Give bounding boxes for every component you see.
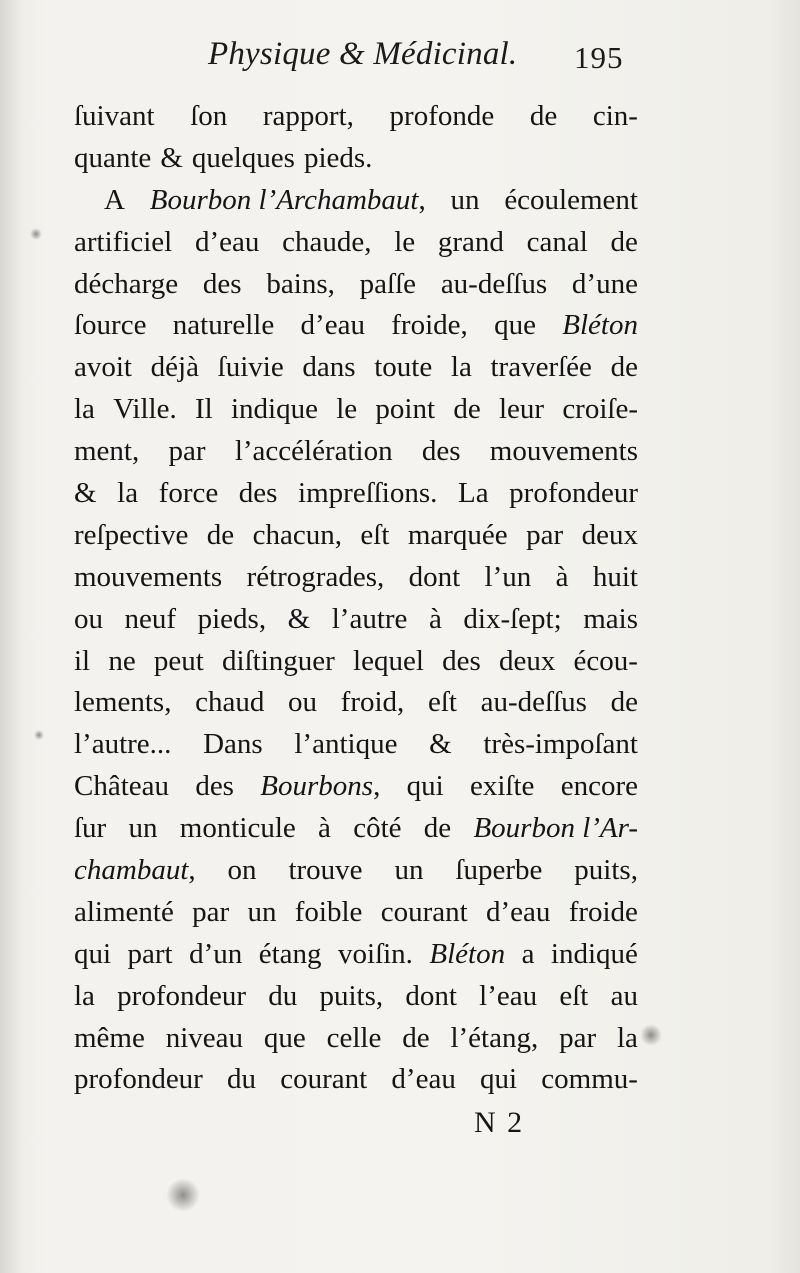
- word: l’autre: [331, 602, 408, 635]
- word: traverſée: [490, 351, 592, 384]
- word: &: [429, 728, 452, 761]
- word: toute: [374, 351, 433, 384]
- word: l’étang,: [450, 1021, 539, 1054]
- word: un: [128, 812, 158, 845]
- word: deux: [581, 518, 638, 551]
- word: qui: [74, 937, 112, 970]
- word: d’eau: [485, 895, 551, 928]
- word: d’une: [571, 267, 638, 300]
- word: leur: [498, 393, 545, 426]
- word: que: [263, 1021, 306, 1054]
- text-line: [74, 1018, 638, 1060]
- word: Ville.: [113, 393, 177, 426]
- word: puits,: [574, 854, 638, 887]
- word: froide,: [391, 309, 468, 342]
- word: chacun,: [252, 518, 342, 551]
- word: du: [268, 979, 298, 1012]
- word: peut: [153, 644, 204, 677]
- word: de: [610, 351, 638, 384]
- word: bains,: [266, 267, 335, 300]
- text-line: [74, 766, 638, 808]
- word: l’accélération: [234, 435, 393, 468]
- word: ou: [74, 602, 103, 635]
- word: l’eau: [479, 979, 538, 1012]
- word: ſon: [190, 100, 228, 132]
- text-line: [74, 389, 638, 431]
- word: de: [423, 812, 452, 845]
- word: part: [127, 937, 173, 970]
- word: pieds,: [197, 602, 267, 635]
- word: d’eau: [300, 309, 365, 342]
- word: voiſin.: [338, 937, 413, 970]
- word: même: [74, 1021, 145, 1054]
- word-group: [260, 766, 380, 808]
- word: La: [457, 477, 489, 510]
- word: la: [450, 351, 472, 384]
- ink-blot: [30, 228, 42, 240]
- word: on: [227, 854, 257, 887]
- word: A: [104, 183, 125, 216]
- word: profondeur: [509, 477, 638, 510]
- word: lements,: [74, 686, 172, 719]
- text-line: [74, 1059, 638, 1101]
- word: impreſſions.: [298, 477, 438, 510]
- word: &: [74, 477, 97, 510]
- text-line: [74, 682, 638, 724]
- text-line: [74, 808, 638, 850]
- text-line: [74, 934, 638, 976]
- word: rétrogrades,: [246, 560, 385, 593]
- word: mouvements: [74, 560, 223, 593]
- word: &: [287, 602, 311, 635]
- word: l’autre...: [74, 728, 172, 761]
- word: d’eau: [391, 1063, 456, 1096]
- word: chaude,: [282, 225, 372, 258]
- word: des: [195, 770, 234, 803]
- word: ne: [108, 644, 136, 677]
- word: cin-: [592, 100, 638, 132]
- signature-mark: N 2: [474, 1106, 525, 1139]
- text-line: [74, 96, 638, 138]
- word: niveau: [165, 1021, 244, 1054]
- word: la: [117, 477, 139, 510]
- text-line: [74, 599, 638, 641]
- word: croiſe-: [562, 393, 638, 426]
- word: profondeur: [117, 979, 247, 1012]
- text-line: [74, 724, 638, 766]
- word: des: [442, 644, 481, 677]
- text-line: [74, 305, 638, 347]
- word: par: [168, 435, 206, 468]
- word: un: [247, 895, 277, 928]
- word: courant: [280, 1063, 368, 1096]
- ink-blot: [640, 1024, 662, 1046]
- word: d’eau: [194, 225, 260, 258]
- word: ſuperbe: [455, 854, 543, 887]
- word: un: [450, 183, 480, 216]
- word: chambaut: [74, 854, 189, 887]
- word: profonde: [389, 100, 495, 132]
- word: l’antique: [294, 728, 398, 761]
- word: Bourbon l’Ar-: [473, 812, 638, 845]
- word: trouve: [288, 854, 363, 887]
- word: indiqué: [550, 937, 638, 970]
- word: des: [238, 477, 278, 510]
- word: point: [375, 393, 436, 426]
- word: commu-: [541, 1063, 638, 1096]
- word: chaud: [195, 686, 265, 719]
- word: rapport,: [262, 100, 354, 132]
- word: ,: [373, 770, 381, 803]
- word: du: [227, 1063, 257, 1096]
- word: au-deſſus: [480, 686, 587, 719]
- word: qui: [406, 770, 444, 803]
- word: monticule: [179, 812, 296, 845]
- word: quelques: [191, 141, 295, 174]
- text-line: [74, 641, 638, 683]
- word: ment,: [74, 435, 140, 468]
- text-line: [74, 138, 638, 180]
- word: de: [453, 393, 481, 426]
- text-line: [74, 515, 638, 557]
- running-head: [0, 36, 800, 84]
- word: eſt: [360, 518, 390, 551]
- text-line: [74, 431, 638, 473]
- word: à: [318, 812, 331, 845]
- word: froide: [568, 895, 638, 928]
- text-line: [74, 264, 638, 306]
- word: &: [160, 141, 183, 174]
- body-text: [74, 96, 638, 1101]
- word: mais: [583, 602, 638, 635]
- word: que: [494, 309, 536, 342]
- word: de: [610, 225, 638, 258]
- word: naturelle: [172, 309, 275, 342]
- word: marquée: [407, 518, 508, 551]
- ink-blot: [34, 730, 44, 740]
- word: la: [74, 979, 95, 1012]
- ink-blot: [166, 1178, 200, 1212]
- text-line: [74, 473, 638, 515]
- word: au: [610, 979, 638, 1012]
- word: diſtinguer: [222, 644, 335, 677]
- word: il: [74, 644, 91, 677]
- word: ,: [188, 854, 196, 887]
- word: reſpective: [74, 518, 189, 551]
- text-line: [74, 892, 638, 934]
- word: ,: [418, 183, 426, 216]
- word: des: [202, 267, 242, 300]
- text-line: [74, 347, 638, 389]
- word: Dans: [203, 728, 263, 761]
- word: des: [421, 435, 461, 468]
- word: écoulement: [504, 183, 638, 216]
- running-title: Physique & Médicinal.: [208, 36, 518, 72]
- word: dont: [405, 979, 457, 1012]
- word: courant: [380, 895, 468, 928]
- page-number: 195: [574, 40, 624, 75]
- text-line: [74, 180, 638, 222]
- word: avoit: [74, 351, 132, 384]
- word: exiſte: [469, 770, 535, 803]
- word: l’un: [484, 560, 532, 593]
- word: la: [74, 393, 95, 426]
- word: eſt: [427, 686, 457, 719]
- word: artificiel: [74, 225, 173, 258]
- gutter-shadow: [0, 0, 22, 1273]
- word: Bléton: [429, 937, 506, 970]
- word: celle: [326, 1021, 382, 1054]
- word: lequel: [353, 644, 424, 677]
- word: de: [402, 1021, 430, 1054]
- word: ſource: [74, 309, 147, 342]
- word: le: [336, 393, 358, 426]
- word: par: [192, 895, 230, 928]
- word: quante: [74, 141, 152, 174]
- word: le: [394, 225, 416, 258]
- word: ſuivant: [74, 100, 155, 132]
- word: huit: [592, 560, 638, 593]
- word: paſſe: [359, 267, 417, 300]
- word: par: [559, 1021, 597, 1054]
- word: dix-ſept;: [463, 602, 562, 635]
- word: deux: [498, 644, 556, 677]
- word: encore: [560, 770, 638, 803]
- word: écou-: [573, 644, 638, 677]
- word: froid,: [340, 686, 405, 719]
- word-group: [150, 180, 426, 222]
- word: au-deſſus: [440, 267, 548, 300]
- word: force: [158, 477, 219, 510]
- word: ou: [288, 686, 318, 719]
- word: un: [394, 854, 424, 887]
- word: ſuivie: [217, 351, 284, 384]
- word: déjà: [150, 351, 199, 384]
- word: dont: [408, 560, 461, 593]
- word: foible: [294, 895, 363, 928]
- word: alimenté: [74, 895, 174, 928]
- text-line: [74, 222, 638, 264]
- word: profondeur: [74, 1063, 203, 1096]
- word: à: [555, 560, 569, 593]
- word: côté: [353, 812, 402, 845]
- word: grand: [437, 225, 504, 258]
- word: Bléton: [562, 309, 638, 342]
- word: puits,: [319, 979, 384, 1012]
- word: décharge: [74, 267, 179, 300]
- word: canal: [526, 225, 588, 258]
- word: à: [428, 602, 442, 635]
- word: eſt: [559, 979, 589, 1012]
- word: qui: [480, 1063, 518, 1096]
- word: pieds.: [303, 141, 373, 174]
- word: de: [610, 686, 638, 719]
- word: de: [206, 518, 235, 551]
- word: par: [526, 518, 564, 551]
- word: très-impoſant: [483, 728, 638, 761]
- word: Bourbon l’Archambaut: [149, 183, 419, 216]
- word: de: [529, 100, 558, 132]
- word: ſur: [74, 812, 107, 845]
- word: neuf: [124, 602, 177, 635]
- word: Il: [194, 393, 213, 426]
- word: Bourbons: [260, 770, 374, 803]
- word: indique: [230, 393, 318, 426]
- word: a: [521, 937, 535, 970]
- word: dans: [302, 351, 356, 384]
- word: mouvements: [489, 435, 638, 468]
- text-line: [74, 557, 638, 599]
- word-group: [74, 850, 196, 892]
- word: Château: [74, 770, 170, 803]
- text-line: [74, 850, 638, 892]
- word: la: [616, 1021, 638, 1054]
- word: étang: [258, 937, 322, 970]
- word: d’un: [189, 937, 243, 970]
- text-line: [74, 976, 638, 1018]
